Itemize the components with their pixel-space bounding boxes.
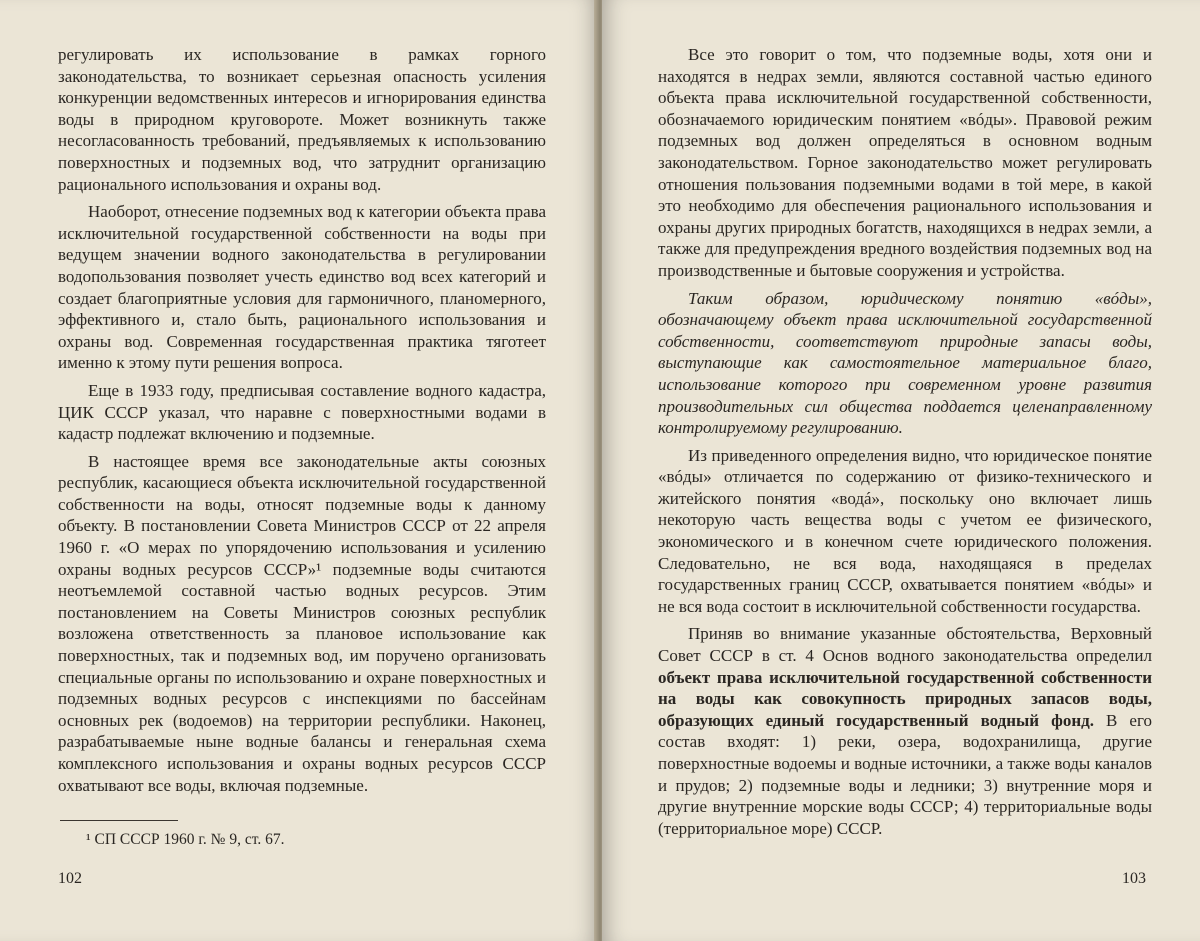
footnote: ¹ СП СССР 1960 г. № 9, ст. 67. [86,831,285,848]
left-page-text [58,44,546,802]
page-number: 103 [1122,870,1146,887]
paragraph: Еще в 1933 году, предписывая составление водного кадастра, ЦИК СССР указал, что наравне с поверхностными водами в кадастр подлежат включению и подземные. [58,380,546,444]
right-page [602,0,1200,941]
page-number: 102 [58,870,82,887]
paragraph: Все это говорит о том, что подземные воды, хотя они и находятся в недрах земли, являются составной частью единого объекта права исключительной государственной собственности, обозначаемого юридическим понятием «вóды». Правовой режим подземных вод должен определяться в основном водным законодательством. Горное законодательство может регулировать отношения пользования подземными водами в той мере, в какой это необходимо для обеспечения рационального использования и охраны других природных богатств, находящихся в недрах земли, а также для предупреждения вредного воздействия подземных вод на производственные и бытовые сооружения и устройства. [658,45,1152,280]
italic-definition-paragraph: Таким образом, юридическому понятию «вóды», обозначающему объект права исключительной государственной собственности, соответствуют природные запасы воды, выступающие как самостоятельное материальное благо, использование которого при современном уровне развития производительных сил общества поддается целенаправленному контролируемому регулированию. [658,288,1152,438]
left-page [0,0,598,941]
footnote-divider [60,820,178,821]
paragraph-start: Приняв во внимание указанные обстоятельства, Верховный Совет СССР в ст. 4 Основ водного законодательства определил [658,624,1152,666]
paragraph [658,623,1152,839]
paragraph-end: В его состав входят: 1) реки, озера, водохранилища, другие поверхностные водоемы и водные источники, а также воды каналов и прудов; 2) подземные воды и ледники; 3) внутренние моря и другие внутренние морские воды СССР; 4) территориальные воды (территориальное море) СССР. [658,710,1152,838]
bold-definition: объект права исключительной государственной собственности на воды как совокупность природных запасов воды, образующих единый государственный водный фонд. [658,667,1152,730]
paragraph: В настоящее время все законодательные акты союзных республик, касающиеся объекта исключительной государственной собственности на воды, относят подземные воды к данному объекту. В постановлении Совета Министров СССР от 22 апреля 1960 г. «О мерах по упорядочению использования и усилению охраны водных ресурсов СССР»¹ подземные воды считаются неотъемлемой составной частью водных ресурсов. Этим постановлением на Советы Министров союзных республик возложена ответственность за плановое использование как поверхностных, так и подземных вод, им поручено организовать специальные органы по использованию и охране поверхностных и подземных водных ресурсов с инспекциями по бассейнам основных рек (водоемов) на территории республики. Наконец, разрабатываемые ныне водные балансы и генеральная схема комплексного использования и охраны водных ресурсов СССР охватывают все воды, включая подземные. [58,451,546,795]
right-page-text [658,44,1152,845]
paragraph: Из приведенного определения видно, что юридическое понятие «вóды» отличается по содержанию от физико-технического и житейского понятия «водá», поскольку оно включает лишь некоторую часть вещества воды с учетом ее физического, экономического и в конечном счете юридического положения. Следовательно, не вся вода, находящаяся в пределах государственных границ СССР, охватывается понятием «вóды» и не вся вода состоит в исключительной собственности государства. [658,445,1152,616]
paragraph: Наоборот, отнесение подземных вод к категории объекта права исключительной государственной собственности на воды при ведущем значении водного законодательства в регулировании водопользования позволяет учесть единство вод всех категорий и создает благоприятные условия для гармоничного, планомерного, эффективного и, стало быть, рационального использования и охраны вод. Современная государственная практика тяготеет именно к этому пути решения вопроса. [58,202,546,373]
paragraph: регулировать их использование в рамках горного законодательства, то возникает серьезная опасность усиления конкуренции ведомственных интересов и игнорирования единства воды в природном круговороте. Может возникнуть также несогласованность требований, предъявляемых к использованию поверхностных и подземных вод, что затруднит организацию рационального использования и охраны вод. [58,45,546,194]
